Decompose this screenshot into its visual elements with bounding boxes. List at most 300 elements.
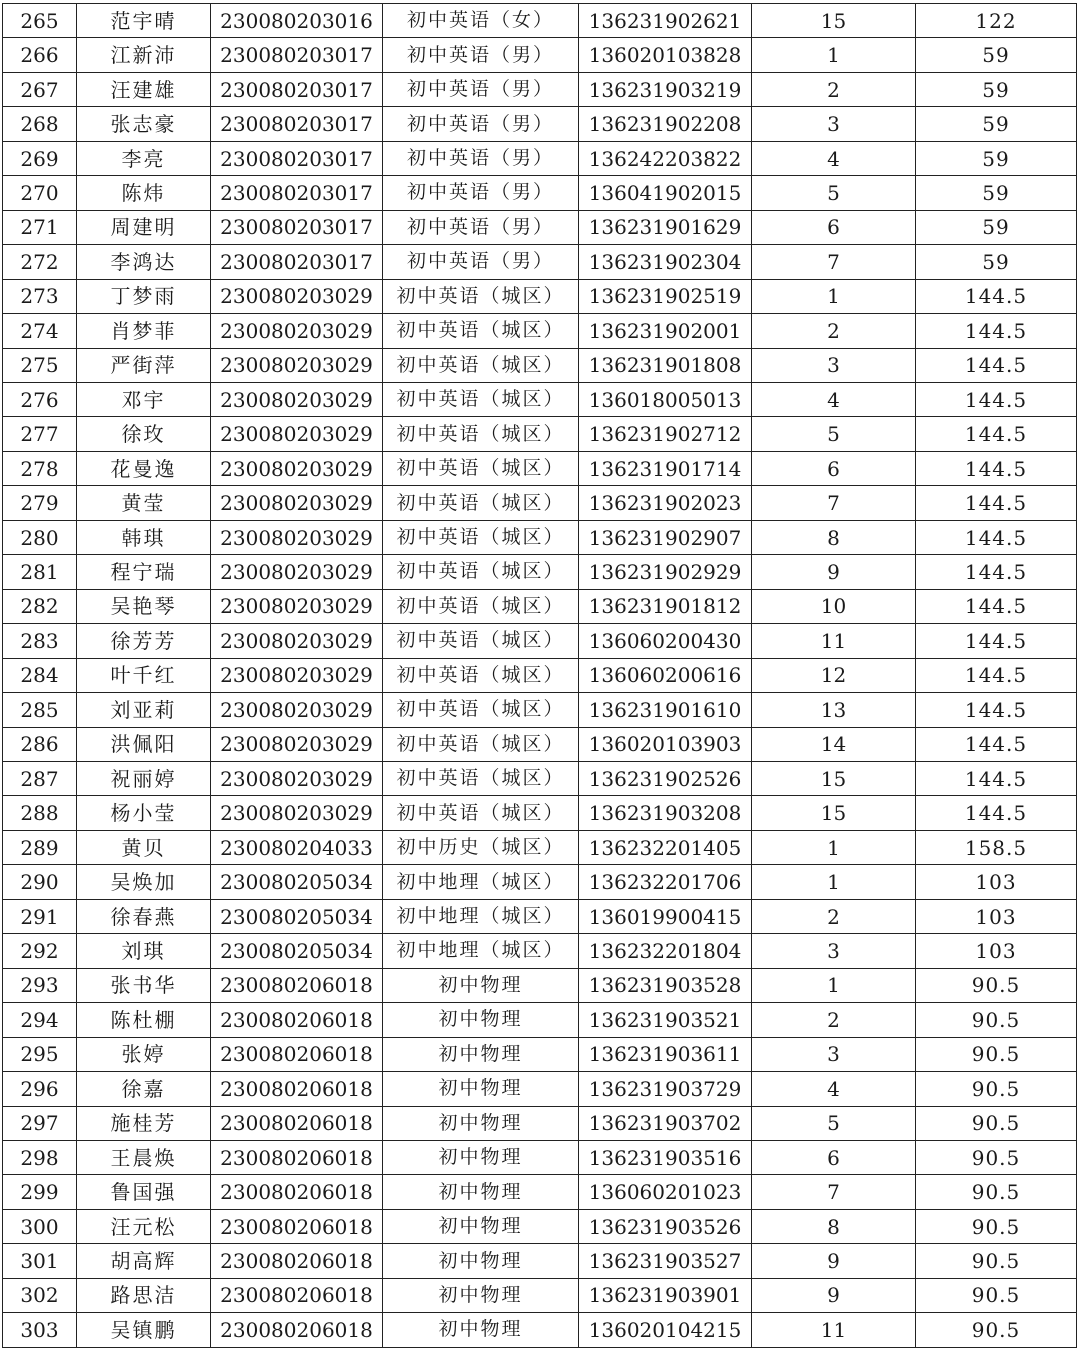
serial-number-cell: 275 <box>3 348 77 382</box>
subject-cell: 初中物理 <box>383 1106 579 1140</box>
serial-number-cell: 303 <box>3 1313 77 1347</box>
score-cell: 103 <box>916 865 1077 899</box>
candidate-name-cell: 花曼逸 <box>77 451 211 485</box>
rank-cell: 2 <box>752 72 916 106</box>
subject-cell: 初中英语（城区） <box>383 314 579 348</box>
table-row <box>3 141 1077 175</box>
candidate-name-cell: 黄莹 <box>77 486 211 520</box>
score-cell: 144.5 <box>916 761 1077 795</box>
score-cell: 144.5 <box>916 727 1077 761</box>
position-code-cell: 230080206018 <box>211 1037 383 1071</box>
rank-cell: 7 <box>752 486 916 520</box>
serial-number-cell: 288 <box>3 796 77 830</box>
subject-cell: 初中英语（城区） <box>383 727 579 761</box>
subject-cell: 初中英语（城区） <box>383 658 579 692</box>
score-cell: 144.5 <box>916 348 1077 382</box>
position-code-cell: 230080203029 <box>211 761 383 795</box>
position-code-cell: 230080206018 <box>211 1140 383 1174</box>
serial-number-cell: 296 <box>3 1072 77 1106</box>
subject-cell: 初中英语（男） <box>383 72 579 106</box>
rank-cell: 3 <box>752 348 916 382</box>
table-row <box>3 624 1077 658</box>
candidate-name-cell: 吴镇鹏 <box>77 1313 211 1347</box>
ticket-number-cell: 136060201023 <box>579 1175 752 1209</box>
subject-cell: 初中地理（城区） <box>383 934 579 968</box>
subject-cell: 初中英语（城区） <box>383 451 579 485</box>
serial-number-cell: 269 <box>3 141 77 175</box>
rank-cell: 15 <box>752 4 916 38</box>
rank-cell: 7 <box>752 245 916 279</box>
score-cell: 144.5 <box>916 693 1077 727</box>
table-row <box>3 899 1077 933</box>
subject-cell: 初中地理（城区） <box>383 899 579 933</box>
table-row <box>3 382 1077 416</box>
subject-cell: 初中英语（城区） <box>383 555 579 589</box>
score-cell: 90.5 <box>916 1003 1077 1037</box>
position-code-cell: 230080205034 <box>211 865 383 899</box>
ticket-number-cell: 136020104215 <box>579 1313 752 1347</box>
subject-cell: 初中英语（城区） <box>383 589 579 623</box>
rank-cell: 5 <box>752 417 916 451</box>
ticket-number-cell: 136231902526 <box>579 761 752 795</box>
score-cell: 59 <box>916 38 1077 72</box>
subject-cell: 初中英语（城区） <box>383 382 579 416</box>
subject-cell: 初中物理 <box>383 1209 579 1243</box>
rank-cell: 3 <box>752 1037 916 1071</box>
candidate-name-cell: 徐春燕 <box>77 899 211 933</box>
candidate-name-cell: 徐玫 <box>77 417 211 451</box>
serial-number-cell: 285 <box>3 693 77 727</box>
candidate-name-cell: 吴艳琴 <box>77 589 211 623</box>
position-code-cell: 230080203029 <box>211 555 383 589</box>
score-cell: 122 <box>916 4 1077 38</box>
ticket-number-cell: 136232201405 <box>579 830 752 864</box>
ticket-number-cell: 136232201706 <box>579 865 752 899</box>
position-code-cell: 230080203029 <box>211 382 383 416</box>
ticket-number-cell: 136231902001 <box>579 314 752 348</box>
position-code-cell: 230080206018 <box>211 1106 383 1140</box>
candidate-name-cell: 李亮 <box>77 141 211 175</box>
position-code-cell: 230080203029 <box>211 417 383 451</box>
candidate-name-cell: 陈杜棚 <box>77 1003 211 1037</box>
subject-cell: 初中英语（男） <box>383 176 579 210</box>
table-row <box>3 417 1077 451</box>
candidate-name-cell: 陈炜 <box>77 176 211 210</box>
candidate-name-cell: 韩琪 <box>77 520 211 554</box>
score-cell: 144.5 <box>916 658 1077 692</box>
table-row <box>3 968 1077 1002</box>
subject-cell: 初中物理 <box>383 968 579 1002</box>
candidate-name-cell: 程宁瑞 <box>77 555 211 589</box>
position-code-cell: 230080203029 <box>211 658 383 692</box>
ticket-number-cell: 136231903527 <box>579 1244 752 1278</box>
score-cell: 59 <box>916 72 1077 106</box>
table-row <box>3 1244 1077 1278</box>
table-row <box>3 830 1077 864</box>
position-code-cell: 230080206018 <box>211 1209 383 1243</box>
ticket-number-cell: 136231903219 <box>579 72 752 106</box>
rank-cell: 3 <box>752 107 916 141</box>
candidate-name-cell: 周建明 <box>77 210 211 244</box>
rank-cell: 1 <box>752 38 916 72</box>
rank-cell: 11 <box>752 1313 916 1347</box>
subject-cell: 初中物理 <box>383 1278 579 1312</box>
position-code-cell: 230080206018 <box>211 1072 383 1106</box>
serial-number-cell: 295 <box>3 1037 77 1071</box>
candidate-name-cell: 刘琪 <box>77 934 211 968</box>
score-cell: 59 <box>916 210 1077 244</box>
subject-cell: 初中英语（城区） <box>383 520 579 554</box>
rank-cell: 6 <box>752 1140 916 1174</box>
position-code-cell: 230080203029 <box>211 486 383 520</box>
subject-cell: 初中物理 <box>383 1313 579 1347</box>
score-cell: 144.5 <box>916 451 1077 485</box>
score-cell: 59 <box>916 141 1077 175</box>
rank-cell: 8 <box>752 520 916 554</box>
rank-cell: 14 <box>752 727 916 761</box>
rank-cell: 7 <box>752 1175 916 1209</box>
serial-number-cell: 271 <box>3 210 77 244</box>
subject-cell: 初中物理 <box>383 1140 579 1174</box>
table-row <box>3 348 1077 382</box>
position-code-cell: 230080203017 <box>211 38 383 72</box>
table-row <box>3 1313 1077 1347</box>
serial-number-cell: 279 <box>3 486 77 520</box>
ticket-number-cell: 136242203822 <box>579 141 752 175</box>
position-code-cell: 230080203029 <box>211 520 383 554</box>
subject-cell: 初中英语（城区） <box>383 624 579 658</box>
subject-cell: 初中物理 <box>383 1244 579 1278</box>
table-row <box>3 38 1077 72</box>
candidate-name-cell: 刘亚莉 <box>77 693 211 727</box>
rank-cell: 4 <box>752 1072 916 1106</box>
rank-cell: 6 <box>752 451 916 485</box>
rank-cell: 5 <box>752 1106 916 1140</box>
candidate-name-cell: 汪元松 <box>77 1209 211 1243</box>
score-cell: 144.5 <box>916 589 1077 623</box>
score-cell: 144.5 <box>916 555 1077 589</box>
rank-cell: 12 <box>752 658 916 692</box>
score-cell: 144.5 <box>916 417 1077 451</box>
serial-number-cell: 297 <box>3 1106 77 1140</box>
table-row <box>3 451 1077 485</box>
score-cell: 144.5 <box>916 486 1077 520</box>
position-code-cell: 230080203017 <box>211 245 383 279</box>
subject-cell: 初中物理 <box>383 1072 579 1106</box>
score-cell: 144.5 <box>916 314 1077 348</box>
serial-number-cell: 273 <box>3 279 77 313</box>
table-row <box>3 1072 1077 1106</box>
serial-number-cell: 282 <box>3 589 77 623</box>
rank-cell: 15 <box>752 796 916 830</box>
score-cell: 90.5 <box>916 1037 1077 1071</box>
subject-cell: 初中英语（城区） <box>383 348 579 382</box>
rank-cell: 4 <box>752 382 916 416</box>
serial-number-cell: 276 <box>3 382 77 416</box>
ticket-number-cell: 136231902208 <box>579 107 752 141</box>
position-code-cell: 230080203017 <box>211 210 383 244</box>
ticket-number-cell: 136231902929 <box>579 555 752 589</box>
ticket-number-cell: 136231903208 <box>579 796 752 830</box>
position-code-cell: 230080206018 <box>211 1003 383 1037</box>
ticket-number-cell: 136231902304 <box>579 245 752 279</box>
subject-cell: 初中英语（男） <box>383 245 579 279</box>
serial-number-cell: 301 <box>3 1244 77 1278</box>
rank-cell: 1 <box>752 865 916 899</box>
results-table <box>2 3 1077 1348</box>
table-row <box>3 486 1077 520</box>
table-row <box>3 72 1077 106</box>
rank-cell: 11 <box>752 624 916 658</box>
table-row <box>3 761 1077 795</box>
serial-number-cell: 272 <box>3 245 77 279</box>
candidate-name-cell: 杨小莹 <box>77 796 211 830</box>
table-row <box>3 4 1077 38</box>
position-code-cell: 230080206018 <box>211 1244 383 1278</box>
table-row <box>3 107 1077 141</box>
serial-number-cell: 286 <box>3 727 77 761</box>
table-row <box>3 1278 1077 1312</box>
score-cell: 103 <box>916 934 1077 968</box>
ticket-number-cell: 136231902519 <box>579 279 752 313</box>
candidate-name-cell: 肖梦菲 <box>77 314 211 348</box>
position-code-cell: 230080203017 <box>211 141 383 175</box>
score-cell: 90.5 <box>916 1175 1077 1209</box>
ticket-number-cell: 136231901808 <box>579 348 752 382</box>
score-cell: 144.5 <box>916 279 1077 313</box>
serial-number-cell: 298 <box>3 1140 77 1174</box>
serial-number-cell: 294 <box>3 1003 77 1037</box>
rank-cell: 5 <box>752 176 916 210</box>
score-cell: 90.5 <box>916 968 1077 1002</box>
candidate-name-cell: 王晨焕 <box>77 1140 211 1174</box>
position-code-cell: 230080206018 <box>211 1175 383 1209</box>
ticket-number-cell: 136231901629 <box>579 210 752 244</box>
subject-cell: 初中英语（城区） <box>383 693 579 727</box>
table-row <box>3 1209 1077 1243</box>
table-row <box>3 520 1077 554</box>
candidate-name-cell: 汪建雄 <box>77 72 211 106</box>
table-row <box>3 555 1077 589</box>
position-code-cell: 230080203029 <box>211 314 383 348</box>
candidate-name-cell: 叶千红 <box>77 658 211 692</box>
serial-number-cell: 293 <box>3 968 77 1002</box>
position-code-cell: 230080203029 <box>211 727 383 761</box>
subject-cell: 初中英语（男） <box>383 210 579 244</box>
candidate-name-cell: 黄贝 <box>77 830 211 864</box>
table-row <box>3 1140 1077 1174</box>
table-row <box>3 279 1077 313</box>
subject-cell: 初中地理（城区） <box>383 865 579 899</box>
score-cell: 144.5 <box>916 796 1077 830</box>
rank-cell: 9 <box>752 1244 916 1278</box>
table-row <box>3 693 1077 727</box>
ticket-number-cell: 136231902621 <box>579 4 752 38</box>
position-code-cell: 230080203017 <box>211 107 383 141</box>
serial-number-cell: 266 <box>3 38 77 72</box>
position-code-cell: 230080203017 <box>211 176 383 210</box>
candidate-name-cell: 洪佩阳 <box>77 727 211 761</box>
ticket-number-cell: 136231903521 <box>579 1003 752 1037</box>
rank-cell: 1 <box>752 279 916 313</box>
position-code-cell: 230080203029 <box>211 693 383 727</box>
table-row <box>3 1106 1077 1140</box>
position-code-cell: 230080203029 <box>211 624 383 658</box>
candidate-name-cell: 张婷 <box>77 1037 211 1071</box>
table-row <box>3 727 1077 761</box>
ticket-number-cell: 136060200430 <box>579 624 752 658</box>
serial-number-cell: 291 <box>3 899 77 933</box>
score-cell: 59 <box>916 107 1077 141</box>
ticket-number-cell: 136020103903 <box>579 727 752 761</box>
ticket-number-cell: 136231903526 <box>579 1209 752 1243</box>
rank-cell: 2 <box>752 899 916 933</box>
subject-cell: 初中英语（城区） <box>383 486 579 520</box>
score-cell: 90.5 <box>916 1140 1077 1174</box>
ticket-number-cell: 136231903901 <box>579 1278 752 1312</box>
score-cell: 90.5 <box>916 1244 1077 1278</box>
serial-number-cell: 292 <box>3 934 77 968</box>
rank-cell: 4 <box>752 141 916 175</box>
table-row <box>3 1037 1077 1071</box>
ticket-number-cell: 136231901714 <box>579 451 752 485</box>
serial-number-cell: 267 <box>3 72 77 106</box>
rank-cell: 2 <box>752 1003 916 1037</box>
table-row <box>3 1003 1077 1037</box>
rank-cell: 2 <box>752 314 916 348</box>
candidate-name-cell: 丁梦雨 <box>77 279 211 313</box>
score-cell: 103 <box>916 899 1077 933</box>
serial-number-cell: 281 <box>3 555 77 589</box>
candidate-name-cell: 范宇晴 <box>77 4 211 38</box>
serial-number-cell: 277 <box>3 417 77 451</box>
table-row <box>3 210 1077 244</box>
table-row <box>3 865 1077 899</box>
rank-cell: 10 <box>752 589 916 623</box>
table-row <box>3 589 1077 623</box>
candidate-name-cell: 严街萍 <box>77 348 211 382</box>
candidate-name-cell: 张书华 <box>77 968 211 1002</box>
table-row <box>3 658 1077 692</box>
ticket-number-cell: 136231903528 <box>579 968 752 1002</box>
table-row <box>3 1175 1077 1209</box>
rank-cell: 1 <box>752 968 916 1002</box>
serial-number-cell: 287 <box>3 761 77 795</box>
serial-number-cell: 302 <box>3 1278 77 1312</box>
ticket-number-cell: 136231903611 <box>579 1037 752 1071</box>
position-code-cell: 230080206018 <box>211 1278 383 1312</box>
position-code-cell: 230080203029 <box>211 796 383 830</box>
score-cell: 158.5 <box>916 830 1077 864</box>
candidate-name-cell: 胡高辉 <box>77 1244 211 1278</box>
position-code-cell: 230080203029 <box>211 279 383 313</box>
table-row <box>3 796 1077 830</box>
serial-number-cell: 274 <box>3 314 77 348</box>
table-body <box>3 4 1077 1348</box>
candidate-name-cell: 祝丽婷 <box>77 761 211 795</box>
candidate-name-cell: 江新沛 <box>77 38 211 72</box>
position-code-cell: 230080204033 <box>211 830 383 864</box>
serial-number-cell: 284 <box>3 658 77 692</box>
subject-cell: 初中英语（男） <box>383 38 579 72</box>
ticket-number-cell: 136231901812 <box>579 589 752 623</box>
table-row <box>3 176 1077 210</box>
ticket-number-cell: 136020103828 <box>579 38 752 72</box>
ticket-number-cell: 136041902015 <box>579 176 752 210</box>
serial-number-cell: 280 <box>3 520 77 554</box>
score-cell: 59 <box>916 245 1077 279</box>
position-code-cell: 230080203017 <box>211 72 383 106</box>
candidate-name-cell: 徐嘉 <box>77 1072 211 1106</box>
subject-cell: 初中物理 <box>383 1037 579 1071</box>
table-row <box>3 245 1077 279</box>
score-cell: 144.5 <box>916 520 1077 554</box>
score-cell: 59 <box>916 176 1077 210</box>
rank-cell: 13 <box>752 693 916 727</box>
score-cell: 90.5 <box>916 1106 1077 1140</box>
candidate-name-cell: 徐芳芳 <box>77 624 211 658</box>
position-code-cell: 230080203029 <box>211 451 383 485</box>
position-code-cell: 230080203016 <box>211 4 383 38</box>
candidate-name-cell: 李鸿达 <box>77 245 211 279</box>
rank-cell: 6 <box>752 210 916 244</box>
position-code-cell: 230080203029 <box>211 348 383 382</box>
ticket-number-cell: 136231903702 <box>579 1106 752 1140</box>
position-code-cell: 230080205034 <box>211 934 383 968</box>
serial-number-cell: 299 <box>3 1175 77 1209</box>
candidate-name-cell: 鲁国强 <box>77 1175 211 1209</box>
ticket-number-cell: 136231902023 <box>579 486 752 520</box>
ticket-number-cell: 136231902712 <box>579 417 752 451</box>
serial-number-cell: 289 <box>3 830 77 864</box>
ticket-number-cell: 136231902907 <box>579 520 752 554</box>
candidate-name-cell: 张志豪 <box>77 107 211 141</box>
subject-cell: 初中历史（城区） <box>383 830 579 864</box>
position-code-cell: 230080205034 <box>211 899 383 933</box>
ticket-number-cell: 136231903729 <box>579 1072 752 1106</box>
score-cell: 144.5 <box>916 382 1077 416</box>
subject-cell: 初中英语（女） <box>383 4 579 38</box>
position-code-cell: 230080206018 <box>211 1313 383 1347</box>
rank-cell: 9 <box>752 555 916 589</box>
rank-cell: 3 <box>752 934 916 968</box>
position-code-cell: 230080206018 <box>211 968 383 1002</box>
rank-cell: 9 <box>752 1278 916 1312</box>
serial-number-cell: 300 <box>3 1209 77 1243</box>
subject-cell: 初中英语（城区） <box>383 417 579 451</box>
score-cell: 90.5 <box>916 1072 1077 1106</box>
subject-cell: 初中物理 <box>383 1003 579 1037</box>
ticket-number-cell: 136019900415 <box>579 899 752 933</box>
score-cell: 90.5 <box>916 1209 1077 1243</box>
score-cell: 90.5 <box>916 1278 1077 1312</box>
ticket-number-cell: 136018005013 <box>579 382 752 416</box>
ticket-number-cell: 136231901610 <box>579 693 752 727</box>
table-row <box>3 314 1077 348</box>
subject-cell: 初中英语（城区） <box>383 796 579 830</box>
serial-number-cell: 268 <box>3 107 77 141</box>
score-cell: 144.5 <box>916 624 1077 658</box>
candidate-name-cell: 施桂芳 <box>77 1106 211 1140</box>
serial-number-cell: 278 <box>3 451 77 485</box>
serial-number-cell: 283 <box>3 624 77 658</box>
candidate-name-cell: 路思洁 <box>77 1278 211 1312</box>
candidate-name-cell: 吴焕加 <box>77 865 211 899</box>
table-row <box>3 934 1077 968</box>
subject-cell: 初中英语（城区） <box>383 761 579 795</box>
subject-cell: 初中英语（城区） <box>383 279 579 313</box>
ticket-number-cell: 136232201804 <box>579 934 752 968</box>
